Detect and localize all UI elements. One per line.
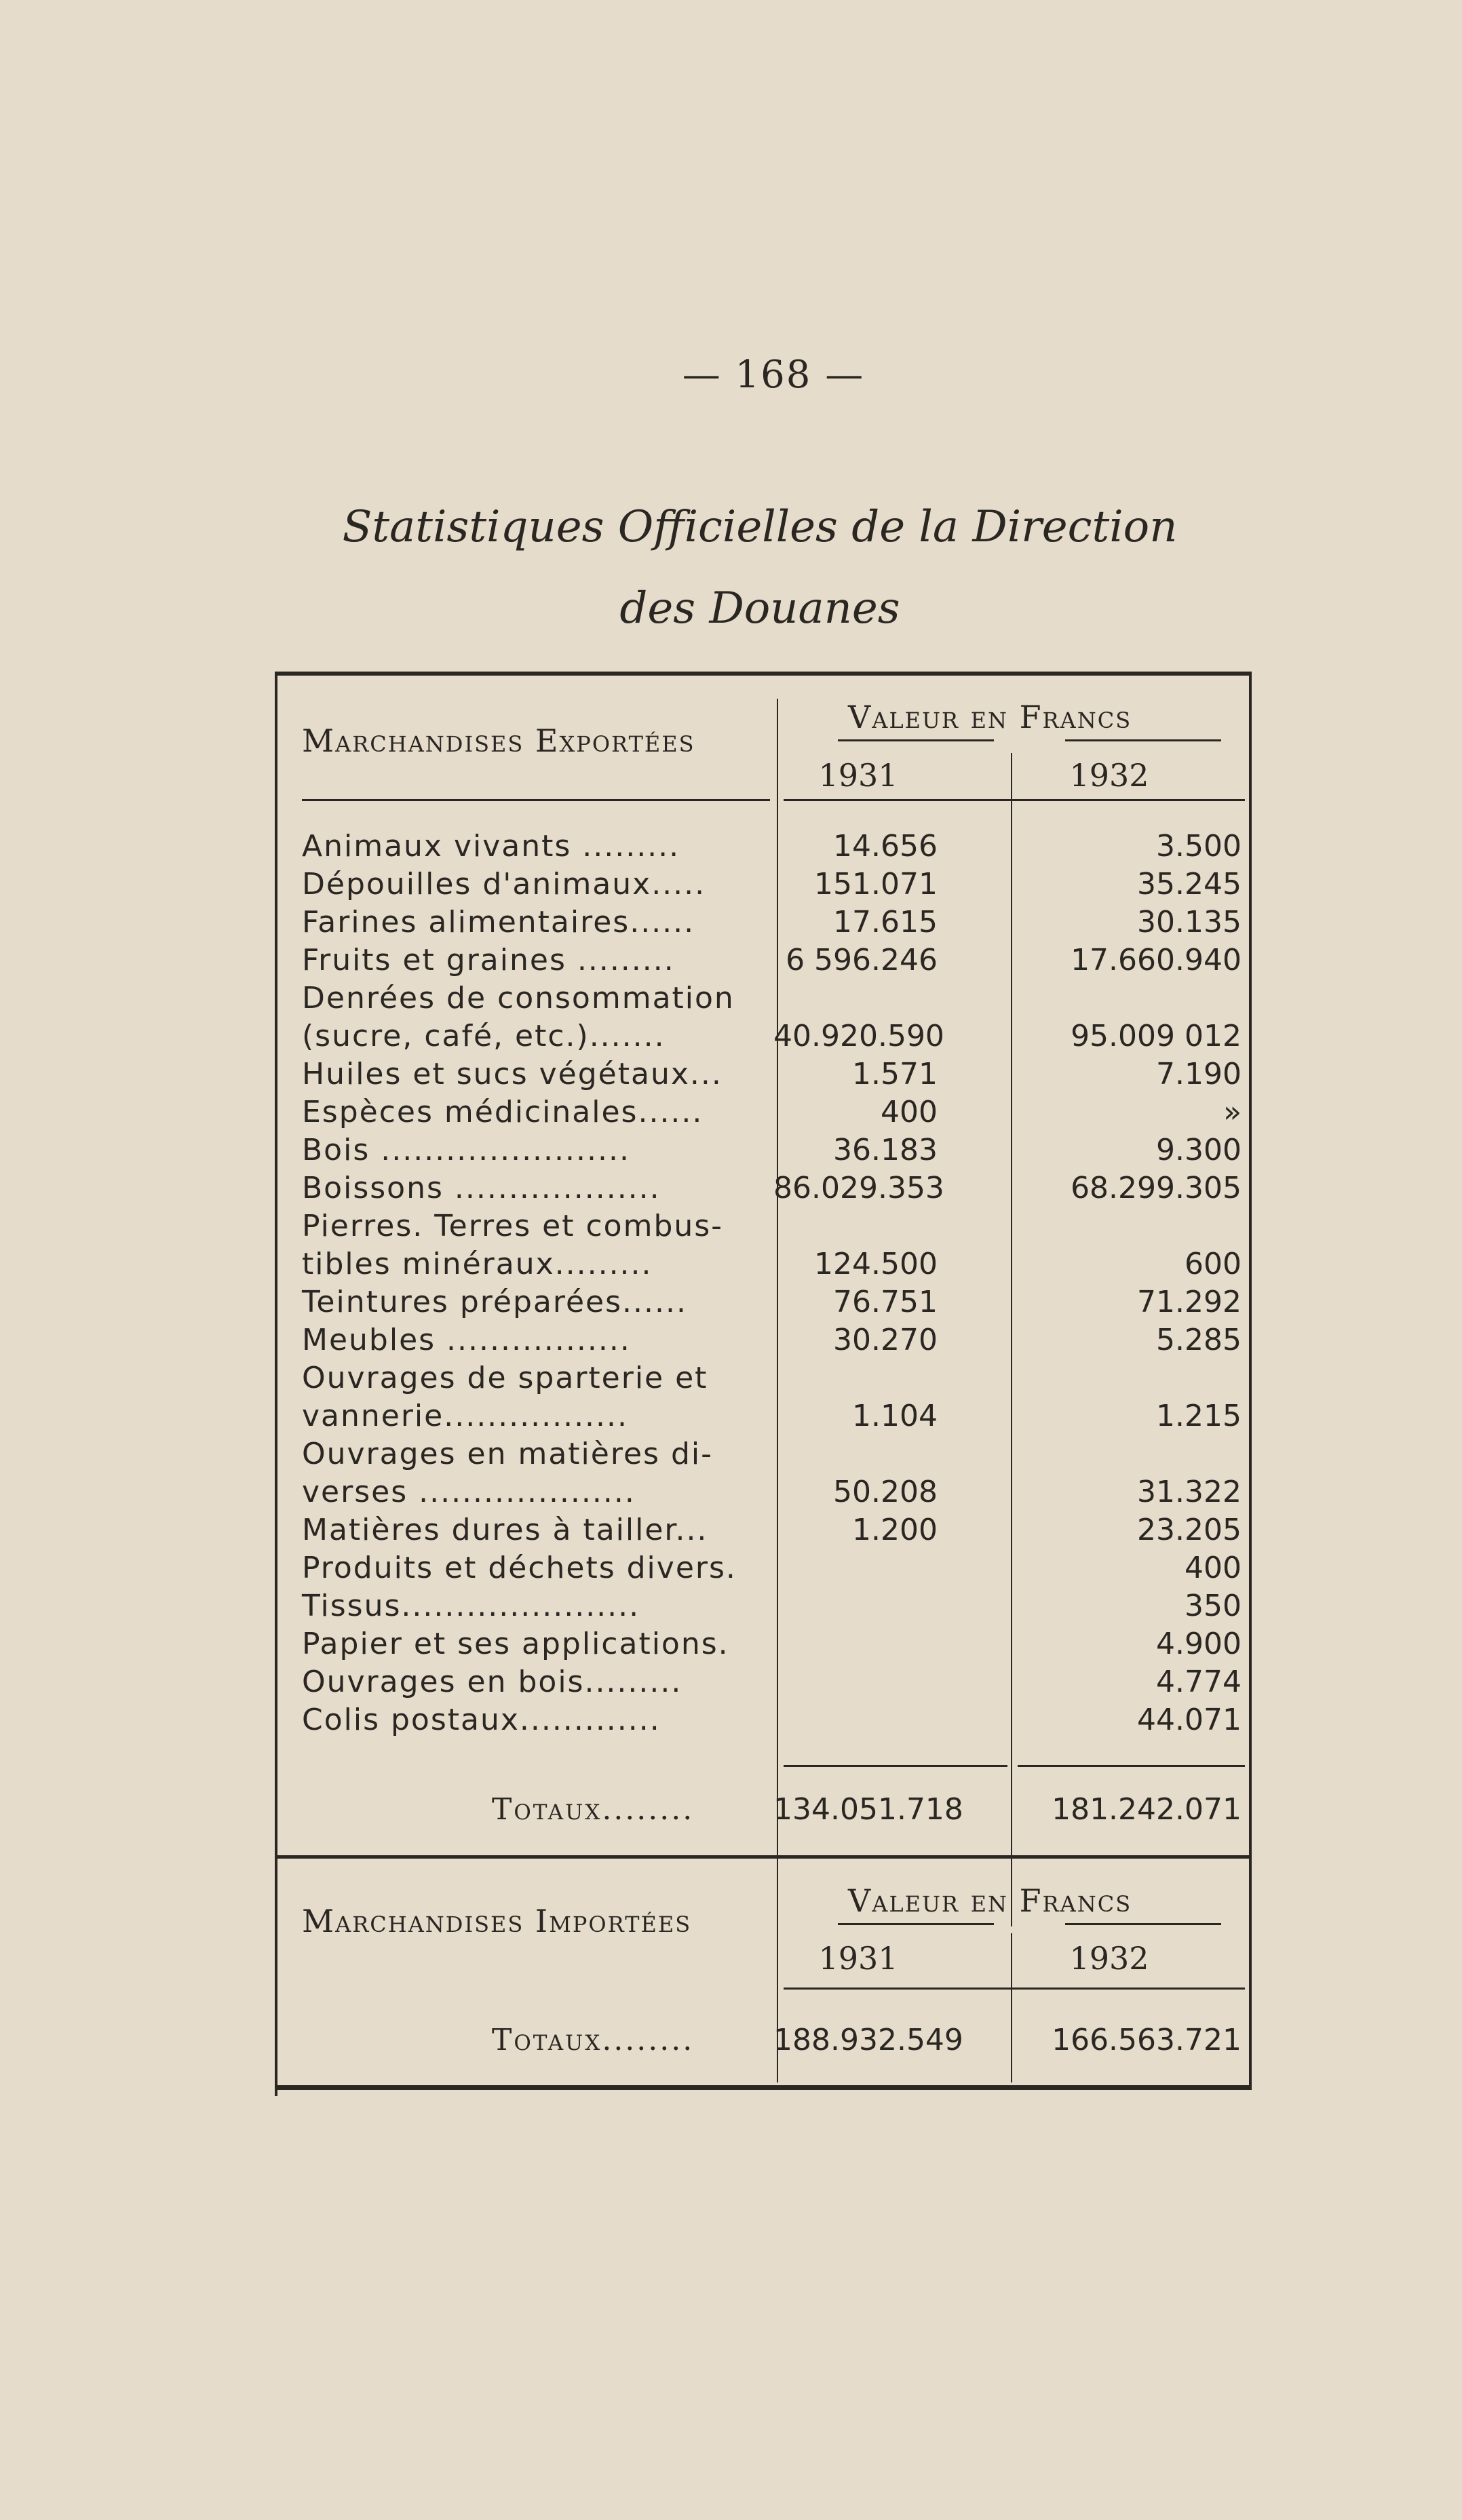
- list-item: Dépouilles d'animaux.....: [302, 867, 706, 902]
- list-item: Huiles et sucs végétaux...: [302, 1057, 723, 1091]
- list-item: Meubles .................: [302, 1323, 631, 1357]
- list-item: Teintures préparées......: [302, 1285, 687, 1319]
- table-cell: 9.300: [1156, 1133, 1242, 1167]
- list-item: Denrées de consommation: [302, 981, 735, 1015]
- imports-total-1932: 166.563.721: [1052, 2023, 1242, 2057]
- table-top-rule: [275, 672, 1252, 676]
- list-item: Bois .......................: [302, 1133, 630, 1167]
- value-header-underline-right: [1065, 739, 1221, 741]
- exports-total-1932: 181.242.071: [1052, 1792, 1242, 1827]
- table-cell: 1.200: [852, 1513, 938, 1547]
- table-cell: 3.500: [1156, 829, 1242, 864]
- list-item: Ouvrages de sparterie et: [302, 1361, 708, 1395]
- table-cell: 86.029.353: [773, 1171, 944, 1205]
- document-subtitle: des Douanes: [619, 583, 900, 634]
- imports-right-rule: [1249, 1859, 1252, 2089]
- list-item: Papier et ses applications.: [302, 1627, 729, 1661]
- table-cell: 68.299.305: [1071, 1171, 1242, 1205]
- imports-value-header: Valeur en Francs: [848, 1882, 1132, 1919]
- imports-header-rule: [784, 1988, 1245, 1990]
- list-item: Colis postaux.............: [302, 1703, 661, 1737]
- table-cell: 36.183: [833, 1133, 938, 1167]
- table-left-rule: [275, 672, 277, 2096]
- table-cell: 71.292: [1137, 1285, 1242, 1319]
- table-cell: 124.500: [814, 1247, 938, 1281]
- list-item: verses ....................: [302, 1475, 636, 1509]
- list-item: Farines alimentaires......: [302, 905, 695, 939]
- table-cell: 400: [881, 1095, 938, 1129]
- table-cell: 30.270: [833, 1323, 938, 1357]
- table-cell: 1.104: [852, 1399, 938, 1433]
- list-item: Matières dures à tailler...: [302, 1513, 708, 1547]
- table-cell: 31.322: [1137, 1475, 1242, 1509]
- list-item: Boissons ...................: [302, 1171, 661, 1205]
- document-title: Statistiques Officielles de la Direction: [342, 502, 1178, 552]
- page-number: — 168 —: [682, 353, 865, 397]
- exports-total-1931: 134.051.718: [773, 1792, 963, 1827]
- header-bottom-rule-values: [784, 799, 1245, 801]
- imports-value-underline-left: [838, 1923, 994, 1925]
- list-item: Ouvrages en matières di-: [302, 1437, 713, 1471]
- imports-year-1932: 1932: [1069, 1940, 1149, 1977]
- table-cell: 4.900: [1156, 1627, 1242, 1661]
- section-separator-rule: [275, 1855, 1252, 1859]
- imports-value-underline-right: [1065, 1923, 1221, 1925]
- list-item: Ouvrages en bois.........: [302, 1665, 682, 1699]
- table-cell: 5.285: [1156, 1323, 1242, 1357]
- table-cell: 17.615: [833, 905, 938, 939]
- list-item: Produits et déchets divers.: [302, 1551, 737, 1585]
- table-cell: 76.751: [833, 1285, 938, 1319]
- table-cell: 6 596.246: [786, 943, 938, 977]
- table-bottom-rule: [275, 2085, 1252, 2090]
- list-item: Pierres. Terres et combus-: [302, 1209, 724, 1243]
- table-cell: 95.009 012: [1071, 1019, 1242, 1053]
- table-cell: 40.920.590: [773, 1019, 944, 1053]
- table-right-rule: [1249, 672, 1252, 1933]
- table-cell: 17.660.940: [1071, 943, 1242, 977]
- list-item: Espèces médicinales......: [302, 1095, 704, 1129]
- totals-rule-1932: [1018, 1765, 1245, 1767]
- table-cell: 14.656: [833, 829, 938, 864]
- list-item: (sucre, café, etc.).......: [302, 1019, 666, 1053]
- exports-year-1932: 1932: [1069, 757, 1149, 794]
- exports-value-header: Valeur en Francs: [848, 699, 1132, 735]
- list-item: tibles minéraux.........: [302, 1247, 653, 1281]
- table-cell: 7.190: [1156, 1057, 1242, 1091]
- imports-column-divider-years: [1011, 1933, 1012, 2082]
- customs-statistics-table: [275, 672, 1252, 2096]
- table-cell: 1.571: [852, 1057, 938, 1091]
- imports-totals-label: Totaux........: [492, 2023, 695, 2057]
- list-item: Tissus......................: [302, 1589, 640, 1623]
- table-cell: 30.135: [1137, 905, 1242, 939]
- imports-header: Marchandises Importées: [302, 1903, 692, 1939]
- table-cell: 23.205: [1137, 1513, 1242, 1547]
- exports-totals-label: Totaux........: [492, 1792, 695, 1827]
- table-cell: »: [1223, 1095, 1242, 1129]
- value-header-underline-left: [838, 739, 994, 741]
- imports-total-1931: 188.932.549: [773, 2023, 963, 2057]
- exports-header: Marchandises Exportées: [302, 722, 695, 759]
- exports-year-1931: 1931: [818, 757, 898, 794]
- table-cell: 50.208: [833, 1475, 938, 1509]
- totals-rule-1931: [784, 1765, 1007, 1767]
- table-cell: 151.071: [814, 867, 938, 902]
- list-item: vannerie.................: [302, 1399, 628, 1433]
- list-item: Animaux vivants .........: [302, 829, 680, 864]
- table-cell: 1.215: [1156, 1399, 1242, 1433]
- table-cell: 600: [1185, 1247, 1242, 1281]
- table-cell: 350: [1185, 1589, 1242, 1623]
- table-cell: 35.245: [1137, 867, 1242, 902]
- table-cell: 4.774: [1156, 1665, 1242, 1699]
- table-cell: 44.071: [1137, 1703, 1242, 1737]
- list-item: Fruits et graines .........: [302, 943, 675, 977]
- imports-year-1931: 1931: [818, 1940, 898, 1977]
- table-cell: 400: [1185, 1551, 1242, 1585]
- header-bottom-rule-label: [302, 799, 770, 801]
